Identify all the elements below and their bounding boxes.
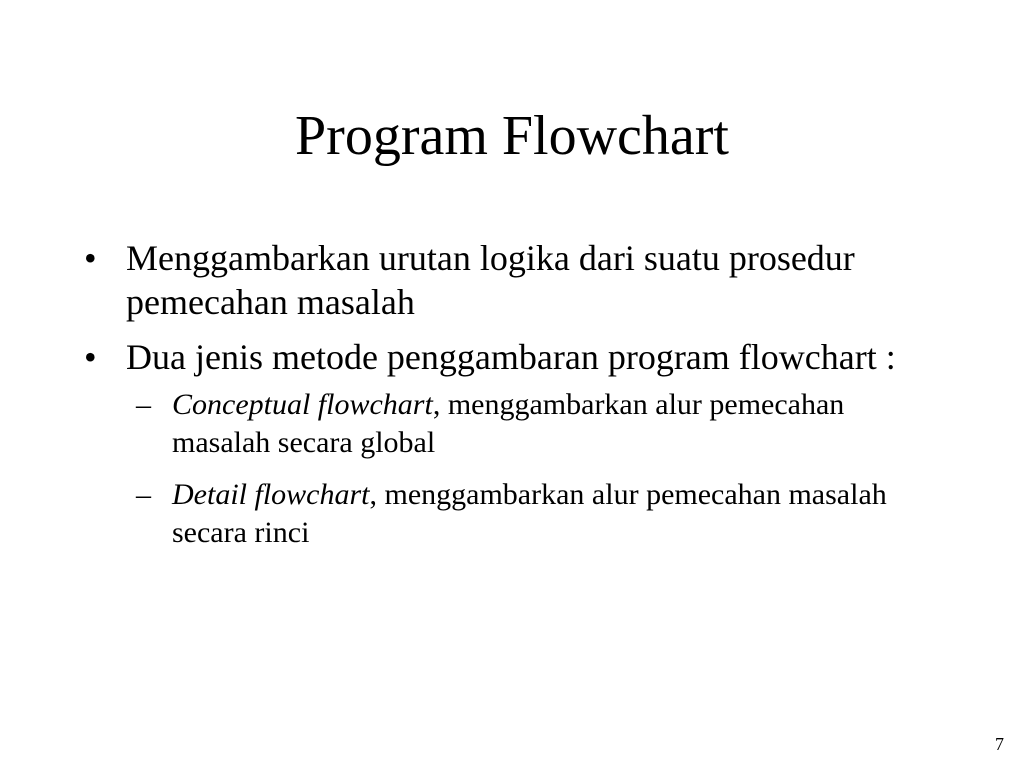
sub-bullet-term: Conceptual flowchart	[172, 388, 433, 421]
bullet-text: Dua jenis metode penggambaran program flowchart :	[126, 337, 896, 377]
sub-bullet-marker: –	[136, 478, 151, 511]
bullet-item	[84, 236, 944, 324]
sub-bullet-list	[126, 386, 944, 552]
page-number: 7	[995, 734, 1004, 754]
bullet-item	[84, 335, 944, 552]
sub-bullet-text: , menggambarkan alur pemecahan masalah secara global	[172, 388, 845, 459]
bullet-marker: •	[84, 337, 97, 377]
sub-bullet-item	[126, 386, 944, 462]
sub-bullet-item	[126, 476, 944, 552]
bullet-text: Menggambarkan urutan logika dari suatu prosedur pemecahan masalah	[126, 238, 855, 322]
bullet-marker: •	[84, 238, 97, 278]
sub-bullet-marker: –	[136, 388, 151, 421]
slide-title: Program Flowchart	[295, 105, 729, 167]
sub-bullet-term: Detail flowchart	[172, 478, 370, 511]
sub-bullet-text: , menggambarkan alur pemecahan masalah secara rinci	[172, 478, 887, 549]
bullet-list	[84, 236, 944, 566]
